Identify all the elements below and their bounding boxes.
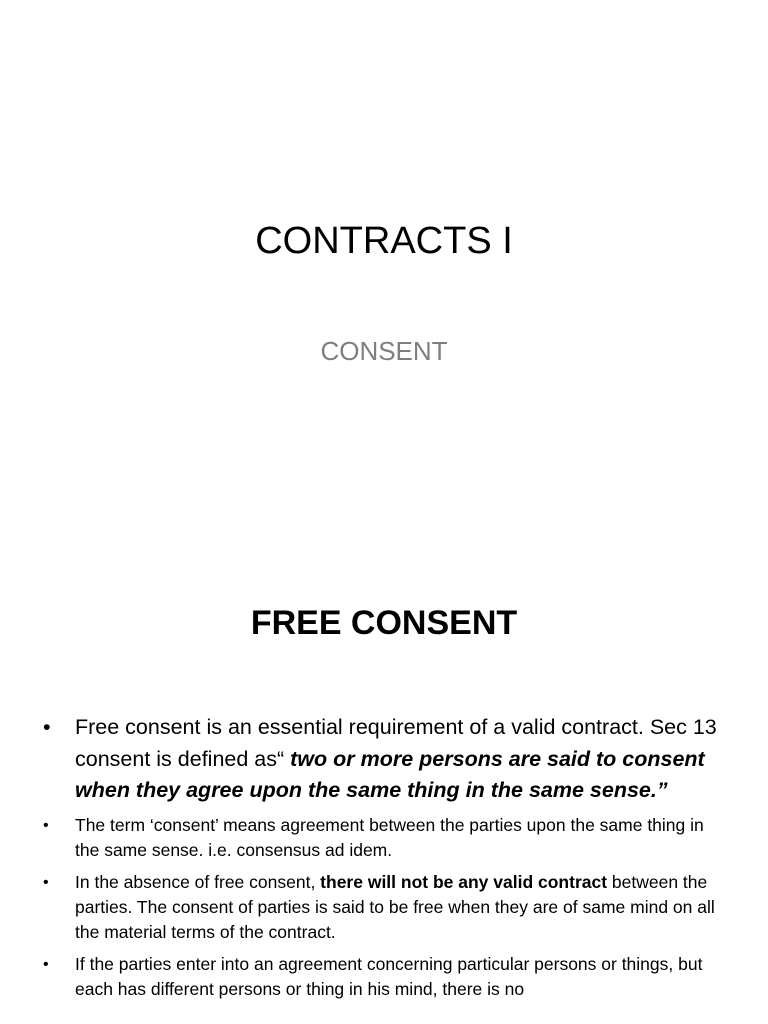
bullet-marker: • (43, 955, 49, 973)
bullet-item (0, 712, 768, 807)
bullet-text: In the absence of free consent, (75, 871, 321, 892)
bullet-emphasis-text: two or more persons are said to consent when they agree upon the same thing in the same sense.” (75, 746, 705, 802)
content-slide-title: FREE CONSENT (250, 604, 518, 642)
bullet-marker: • (43, 715, 51, 739)
bullet-emphasis-text: there will not be any valid contract (320, 871, 608, 892)
bullet-item (0, 870, 768, 945)
slide-subtitle: CONSENT (320, 336, 448, 366)
content-slide (0, 576, 768, 1024)
bullet-item (0, 952, 768, 1002)
bullet-marker: • (43, 873, 49, 891)
bullet-text-continued: between the parties. The consent of parties is said to be free when they are of same mind on all the material terms of the contract. (75, 871, 715, 942)
bullet-item (0, 813, 768, 863)
bullet-list (0, 712, 768, 1009)
bullet-marker: • (43, 816, 49, 834)
bullet-text: Free consent is an essential requirement of a valid contract. Sec 13 consent is defined as“ (75, 715, 717, 771)
slide-title: CONTRACTS I (255, 220, 513, 262)
bullet-text: The term ‘consent’ means agreement between the parties upon the same thing in the same sense. i.e. consensus ad idem. (75, 814, 704, 860)
bullet-text: If the parties enter into an agreement concerning particular persons or things, but each has different persons or thing in his mind, there is no (75, 953, 703, 999)
